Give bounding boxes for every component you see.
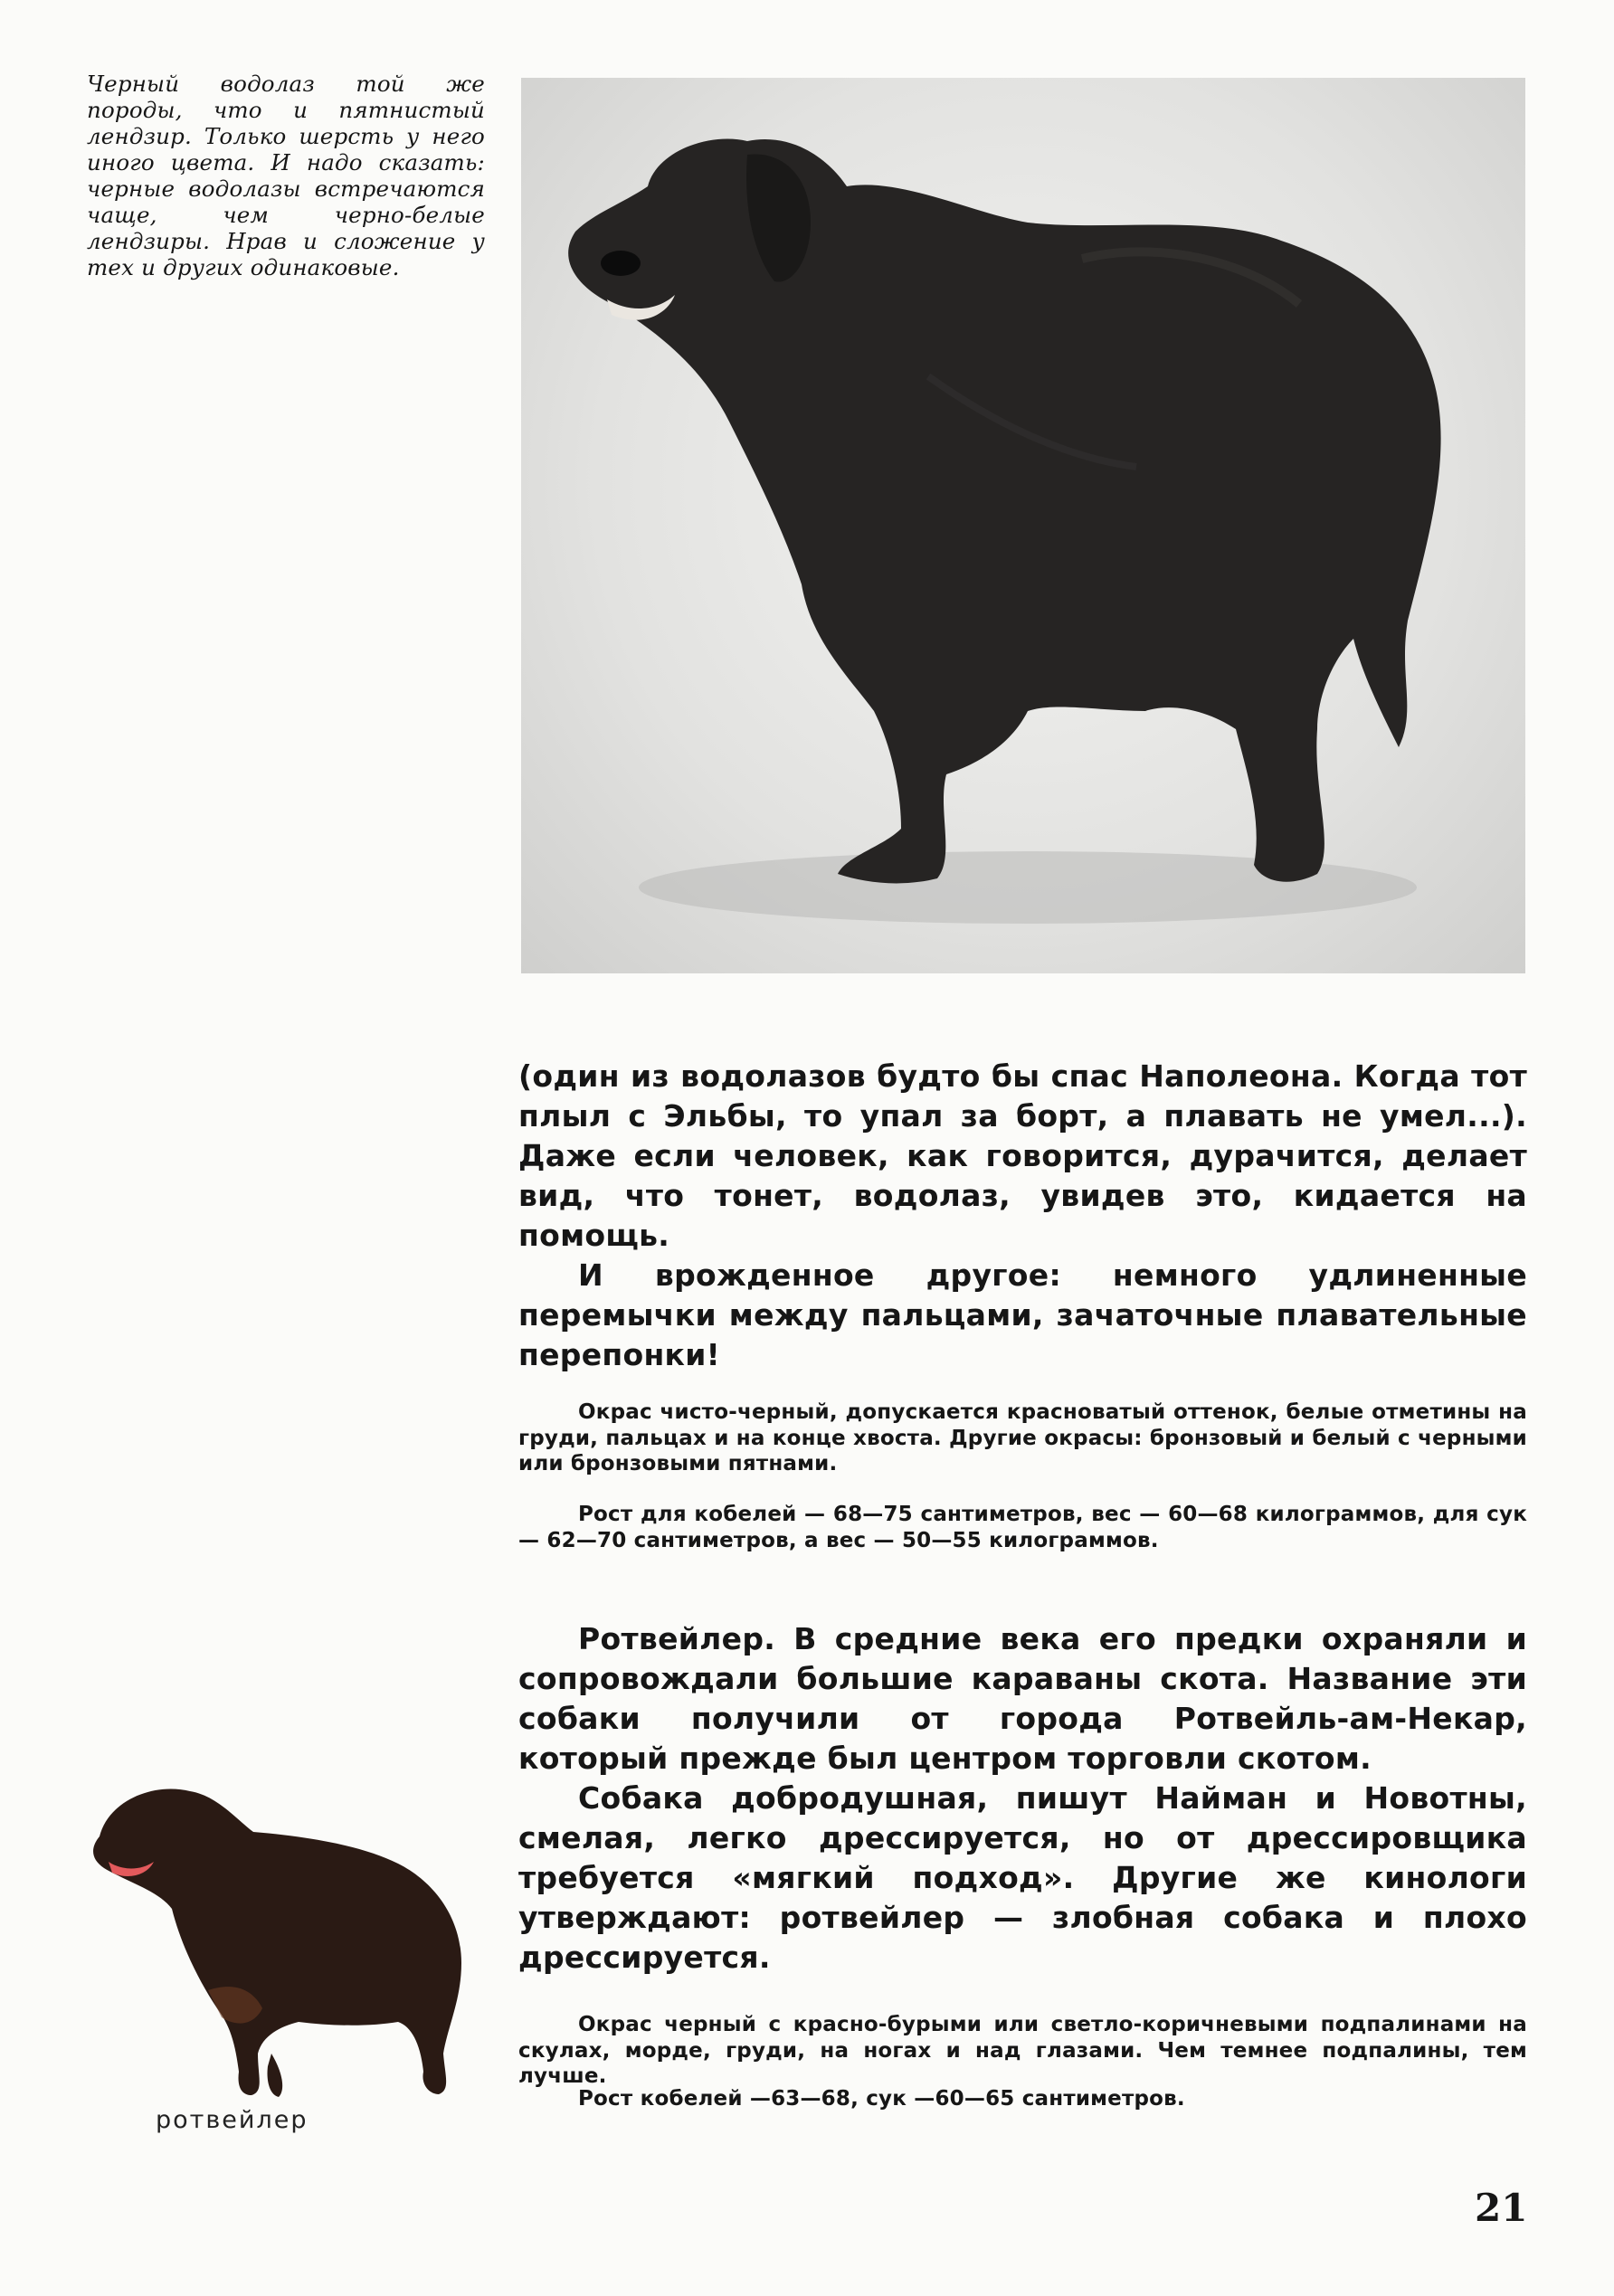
photo-black-newfoundland — [521, 78, 1525, 973]
spec-rottweiler-size: Рост кобелей —63—68, сук —60—65 сантиметров. — [578, 2087, 1185, 2111]
photo-caption-newfoundland: Черный водолаз той же породы, что и пятнистый лендзир. Только шерсть у него иного цвета. И надо сказать: черные водолазы встречаются чаще, чем черно-белые лендзиры. Нрав и сложение у тех и других одинаковые. — [87, 71, 485, 280]
paragraph-rottweiler-history: Ротвейлер. В средние века его предки охраняли и сопровождали большие караваны скота. Название эти собаки получили от города Ротвейль-ам-Некар, который прежде был центром торговли скотом. — [518, 1621, 1527, 1776]
paragraph-webbed-feet: И врожденное другое: немного удлиненные перемычки между пальцами, зачаточные плавательные перепонки! — [518, 1257, 1527, 1372]
photo-rottweiler — [72, 1764, 479, 2108]
paragraph-rottweiler-temperament: Собака добродушная, пишут Найман и Новотны, смелая, легко дрессируется, но от дрессировщика требуется «мягкий подход». Другие же кинологи утверждают: ротвейлер — злобная собака и плохо дрессируется. — [518, 1780, 1527, 1975]
spec-newfoundland-size: Рост для кобелей — 68—75 сантиметров, вес — 60—68 килограммов, для сук — 62—70 сантиметров, а вес — 50—55 килограммов. — [518, 1503, 1527, 1552]
spec-newfoundland-color: Окрас чисто-черный, допускается красноватый оттенок, белые отметины на груди, пальцах и на конце хвоста. Другие окрасы: бронзовый и белый с черными или бронзовыми пятнами. — [518, 1400, 1527, 1475]
spec-rottweiler-color: Окрас черный с красно-бурыми или светло-коричневыми подпалинами на скулах, морде, груди, на ногах и над глазами. Чем темнее подпалины, тем лучше. — [518, 2013, 1527, 2088]
paragraph-napoleon: (один из водолазов будто бы спас Наполеона. Когда тот плыл с Эльбы, то упал за борт, а плавать не умел...). Даже если человек, как говорится, дурачится, делает вид, что тонет, водолаз, увидев это, кидается на помощь. — [518, 1058, 1527, 1253]
page-number: 21 — [1475, 2186, 1528, 2230]
photo-caption-rottweiler: ротвейлер — [156, 2106, 309, 2134]
